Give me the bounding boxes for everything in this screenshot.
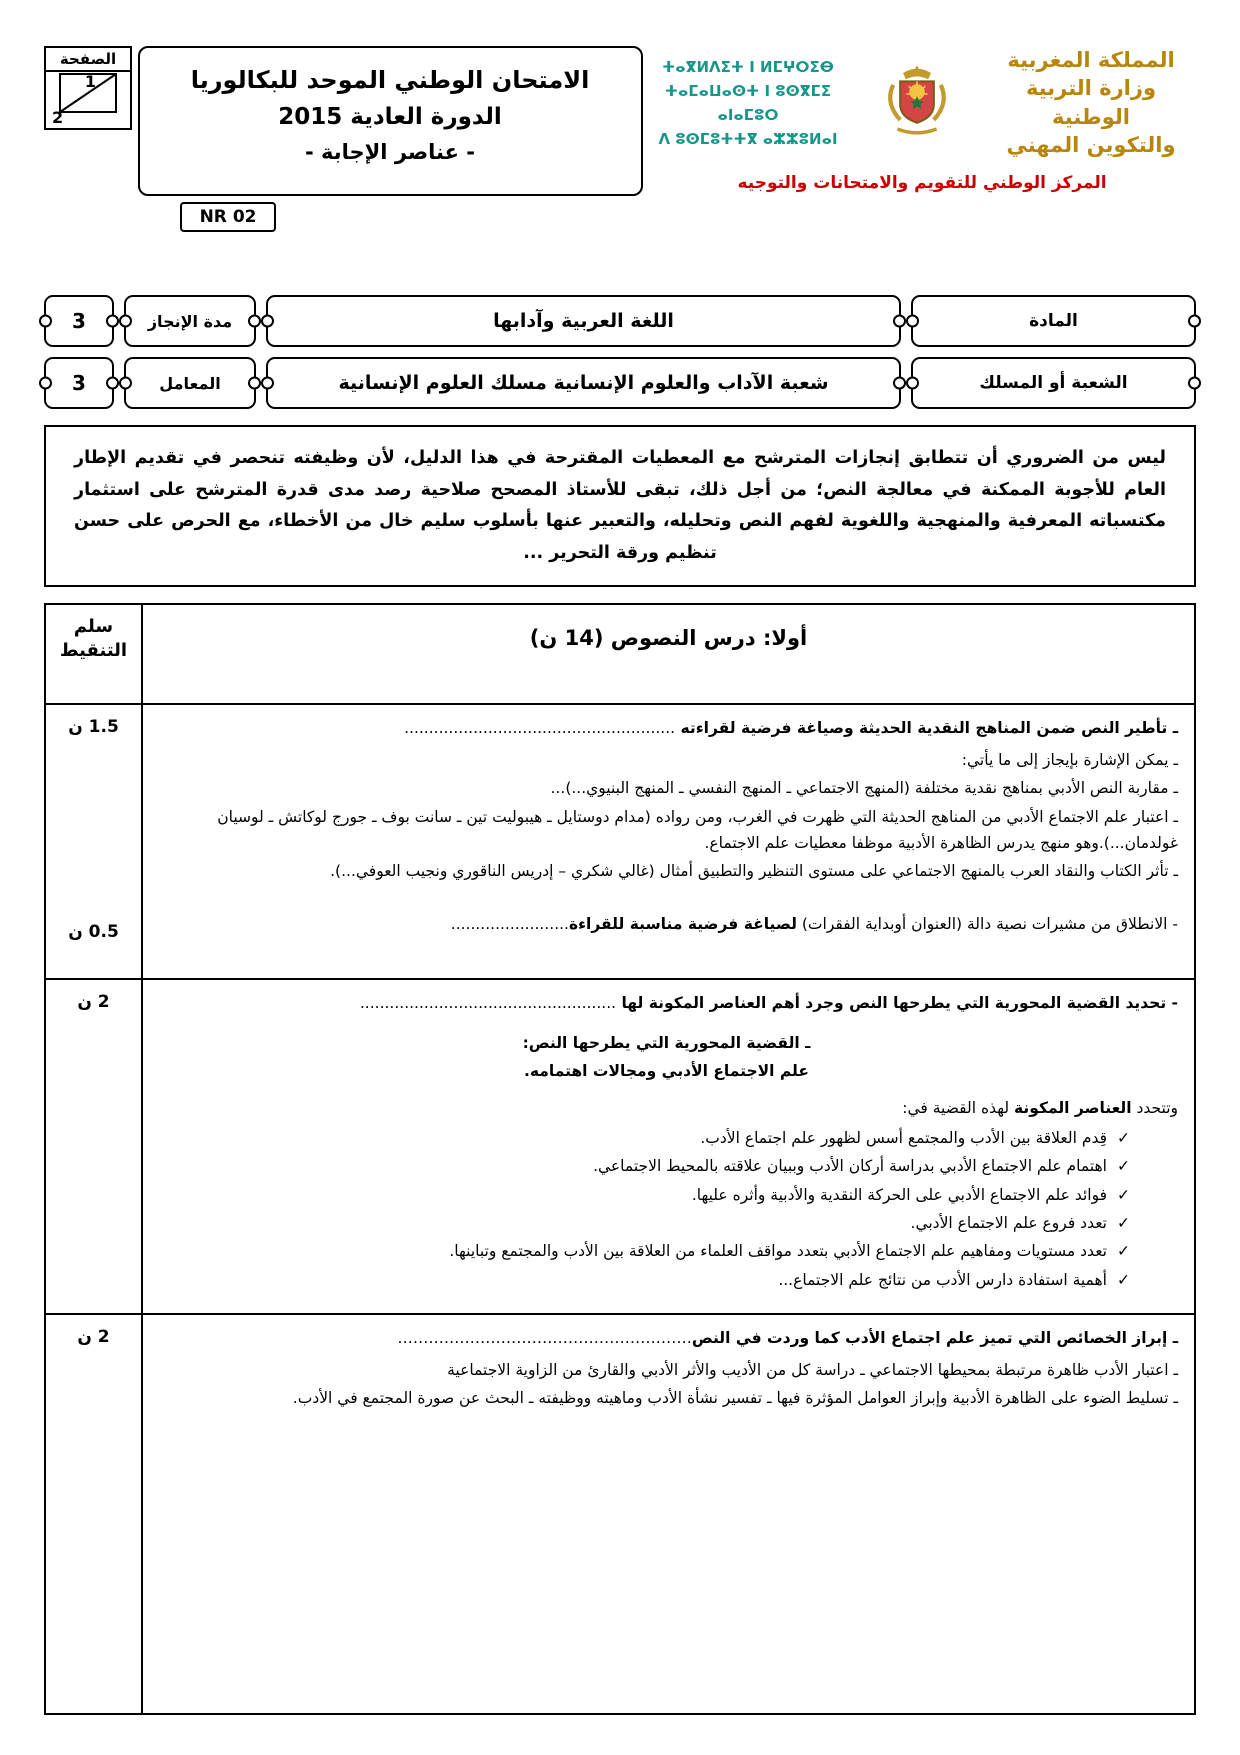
- issue-subheading-2: علم الاجتماع الأدبي ومجالات اهتمامه.: [524, 1062, 809, 1081]
- elements-intro-pre: وتتحدد: [1131, 1098, 1178, 1117]
- framing-line-4: ـ تأثر الكتاب والنقاد العرب بالمنهج الاجتماعي على مستوى التنظير والتطبيق أمثال (غالي شكري – إدريس الناقوري ونجيب العوفي...).: [330, 862, 1178, 881]
- central-issue-content: [141, 980, 1194, 1313]
- header: [44, 46, 1196, 251]
- coefficient-label: المعامل: [124, 357, 256, 409]
- elements-intro-bold: العناصر المكونة: [1014, 1098, 1132, 1117]
- grading-table: [44, 603, 1196, 1715]
- score-value: 1.5 ن: [68, 716, 119, 737]
- coat-of-arms-icon: [882, 62, 952, 144]
- list-item-text: تعدد فروع علم الاجتماع الأدبي.: [910, 1214, 1107, 1233]
- list-item-text: أهمية استفادة دارس الأدب من نتائج علم الاجتماع...: [778, 1270, 1107, 1289]
- characteristics-score-cell: [46, 1315, 141, 1713]
- list-item-text: قِدم العلاقة بين الأدب والمجتمع أسس لظهور علم اجتماع الأدب.: [700, 1129, 1107, 1148]
- characteristics-heading: ـ إبراز الخصائص التي تميز علم اجتماع الأدب كما وردت في النص: [691, 1328, 1178, 1347]
- score-value: 0.5 ن: [68, 921, 119, 942]
- central-issue-heading-line: [155, 990, 1178, 1016]
- dotted-leader: .......................................................: [404, 718, 676, 737]
- duration-label: مدة الإنجاز: [124, 295, 256, 347]
- list-item: [155, 1210, 1130, 1236]
- logo-top-row: [648, 46, 1196, 159]
- exam-title-box: [138, 46, 643, 227]
- grading-header-row: [46, 605, 1194, 703]
- check-icon: ✓: [1117, 1129, 1130, 1148]
- framing-line-3: ـ اعتبار علم الاجتماع الأدبي من المناهج الحديثة التي ظهرت في الغرب، ومن رواده (مدام دوستايل ـ هيبوليت تين ـ سانت بوف ـ جورج لوكاتش ـ لوسيان غولدمان...).وهو منهج يدرس الظاهرة الأدبية موظفا معطيات علم الاجتماع.: [217, 807, 1178, 853]
- tifinagh-line-2: ⵜⴰⵎⴰⵡⴰⵙⵜ ⵏ ⵓⵙⴳⵎⵉ ⴰⵏⴰⵎⵓⵔ: [664, 81, 832, 124]
- hypothesis-line-bold: لصياغة فرضية مناسبة للقراءة: [568, 914, 797, 933]
- ministry-line-2: وزارة التربية الوطنية: [1025, 76, 1157, 129]
- national-center-title: المركز الوطني للتقويم والامتحانات والتوجيه: [737, 173, 1107, 194]
- ministry-line-3: والتكوين المهني: [1006, 133, 1176, 158]
- grading-row-framing: [46, 703, 1194, 978]
- characteristics-line-1: ـ اعتبار الأدب ظاهرة مرتبطة بمحيطها الاجتماعي ـ دراسة كل من الأديب والأثر الأدبي والقارئ من الزاوية الاجتماعية: [447, 1361, 1178, 1380]
- track-label: الشعبة أو المسلك: [911, 357, 1196, 409]
- answer-elements-subtitle: - عناصر الإجابة -: [305, 140, 475, 164]
- score-value: 2 ن: [77, 1326, 110, 1347]
- framing-score-cell: [46, 705, 141, 978]
- tifinagh-line-1: ⵜⴰⴳⵍⴷⵉⵜ ⵏ ⵍⵎⵖⵔⵉⴱ: [662, 57, 834, 76]
- list-item: [155, 1125, 1130, 1151]
- grading-row-central-issue: [46, 978, 1194, 1313]
- exam-title: الامتحان الوطني الموحد للبكالوريا: [190, 66, 590, 94]
- characteristics-content: [141, 1315, 1194, 1713]
- list-item: [155, 1153, 1130, 1179]
- list-item-text: تعدد مستويات ومفاهيم علم الاجتماع الأدبي بتعدد مواقف العلماء من العلاقة بين الأدب والمجتمع وتباينها.: [449, 1242, 1107, 1261]
- page-indicator-body: [46, 72, 130, 128]
- framing-line-1: ـ يمكن الإشارة بإيجاز إلى ما يأتي:: [961, 751, 1178, 770]
- list-item: [155, 1267, 1130, 1293]
- framing-line-5: [155, 911, 1178, 937]
- exam-session: الدورة العادية 2015: [278, 104, 502, 130]
- ministry-line-1: المملكة المغربية: [1007, 48, 1175, 72]
- characteristics-line-2: ـ تسليط الضوء على الظاهرة الأدبية وإبراز العوامل المؤثرة فيها ـ تفسير نشأة الأدب وماهيته ووظيفته ـ البحث عن صورة المجتمع في الأدب.: [292, 1389, 1178, 1408]
- page-indicator-label: الصفحة: [46, 48, 130, 72]
- list-item-text: فوائد علم الاجتماع الأدبي على الحركة النقدية والأدبية وأثره عليها.: [691, 1185, 1107, 1204]
- ministry-name-arabic: [986, 46, 1196, 159]
- tifinagh-line-3: ⴷ ⵓⵙⵎⵓⵜⵜⴳ ⴰⵣⵣⵓⵍⴰⵏ: [658, 129, 838, 148]
- current-page-number: 1: [84, 72, 96, 91]
- track-value: شعبة الآداب والعلوم الإنسانية مسلك العلوم الإنسانية: [266, 357, 901, 409]
- list-item-text: اهتمام علم الاجتماع الأدبي بدراسة أركان الأدب وببيان علاقته بالمحيط الاجتماعي.: [593, 1157, 1107, 1176]
- central-issue-score-cell: [46, 980, 141, 1313]
- coefficient-value: 3: [44, 357, 114, 409]
- elements-intro-post: لهذه القضية في:: [902, 1098, 1015, 1117]
- grader-notice: ليس من الضروري أن تتطابق إنجازات المترشح مع المعطيات المقترحة في هذا الدليل، لأن وظيفته تنحصر في تقديم الإطار العام للأجوبة الممكنة في معالجة النص؛ من أجل ذلك، تبقى للأستاذ المصحح صلاحية رصد مدى قدرة المترشح على استثمار مكتسباته المعرفية والمنهجية واللغوية لفهم النص وتحليله، والتعبير عنها بأسلوب سليم خال من الأخطاء، مع الحرص على حسن تنظيم ورقة التحرير ...: [44, 425, 1196, 587]
- subject-row: [44, 295, 1196, 347]
- issue-subheading-1: ـ القضية المحورية التي يطرحها النص:: [522, 1034, 811, 1053]
- check-icon: ✓: [1117, 1270, 1130, 1289]
- dotted-leader: ....................................................: [359, 993, 617, 1012]
- exam-reference-code: NR 02: [180, 202, 277, 232]
- check-icon: ✓: [1117, 1214, 1130, 1233]
- elements-check-list: [155, 1125, 1130, 1293]
- list-item: [155, 1182, 1130, 1208]
- ministry-logo-block: [648, 46, 1196, 193]
- dotted-leader: ........................: [450, 914, 569, 933]
- framing-content: [141, 705, 1194, 978]
- grading-row-characteristics: [46, 1313, 1194, 1713]
- track-row: [44, 357, 1196, 409]
- characteristics-heading-line: [155, 1325, 1178, 1351]
- duration-value: 3: [44, 295, 114, 347]
- scale-header: سلم التنقيط: [59, 616, 128, 662]
- framing-line-2: ـ مقاربة النص الأدبي بمناهج نقدية مختلفة (المنهج الاجتماعي ـ المنهج النفسي ـ المنهج البنيوي...)...: [550, 779, 1178, 798]
- total-page-number: 2: [52, 108, 64, 127]
- check-icon: ✓: [1117, 1157, 1130, 1176]
- dotted-leader: …………………………………………………: [397, 1328, 692, 1347]
- framing-heading-line: [155, 715, 1178, 741]
- subject-label: المادة: [911, 295, 1196, 347]
- framing-heading: ـ تأطير النص ضمن المناهج النقدية الحديثة وصياغة فرضية لقراءته: [680, 718, 1178, 737]
- list-item: [155, 1238, 1130, 1264]
- central-issue-heading: - تحديد القضية المحورية التي يطرحها النص وجرد أهم العناصر المكونة لها: [621, 993, 1178, 1012]
- score-value: 2 ن: [77, 991, 110, 1012]
- section-title: أولا: درس النصوص (14 ن): [141, 605, 1194, 703]
- subject-value: اللغة العربية وآدابها: [266, 295, 901, 347]
- page-indicator: [44, 46, 132, 130]
- ministry-name-tifinagh: [648, 55, 848, 151]
- subject-info-table: [44, 295, 1196, 409]
- check-icon: ✓: [1117, 1185, 1130, 1204]
- hypothesis-line-normal: - الانطلاق من مشيرات نصية دالة (العنوان أوبداية الفقرات): [796, 914, 1178, 933]
- elements-intro-line: [155, 1095, 1178, 1121]
- check-icon: ✓: [1117, 1242, 1130, 1261]
